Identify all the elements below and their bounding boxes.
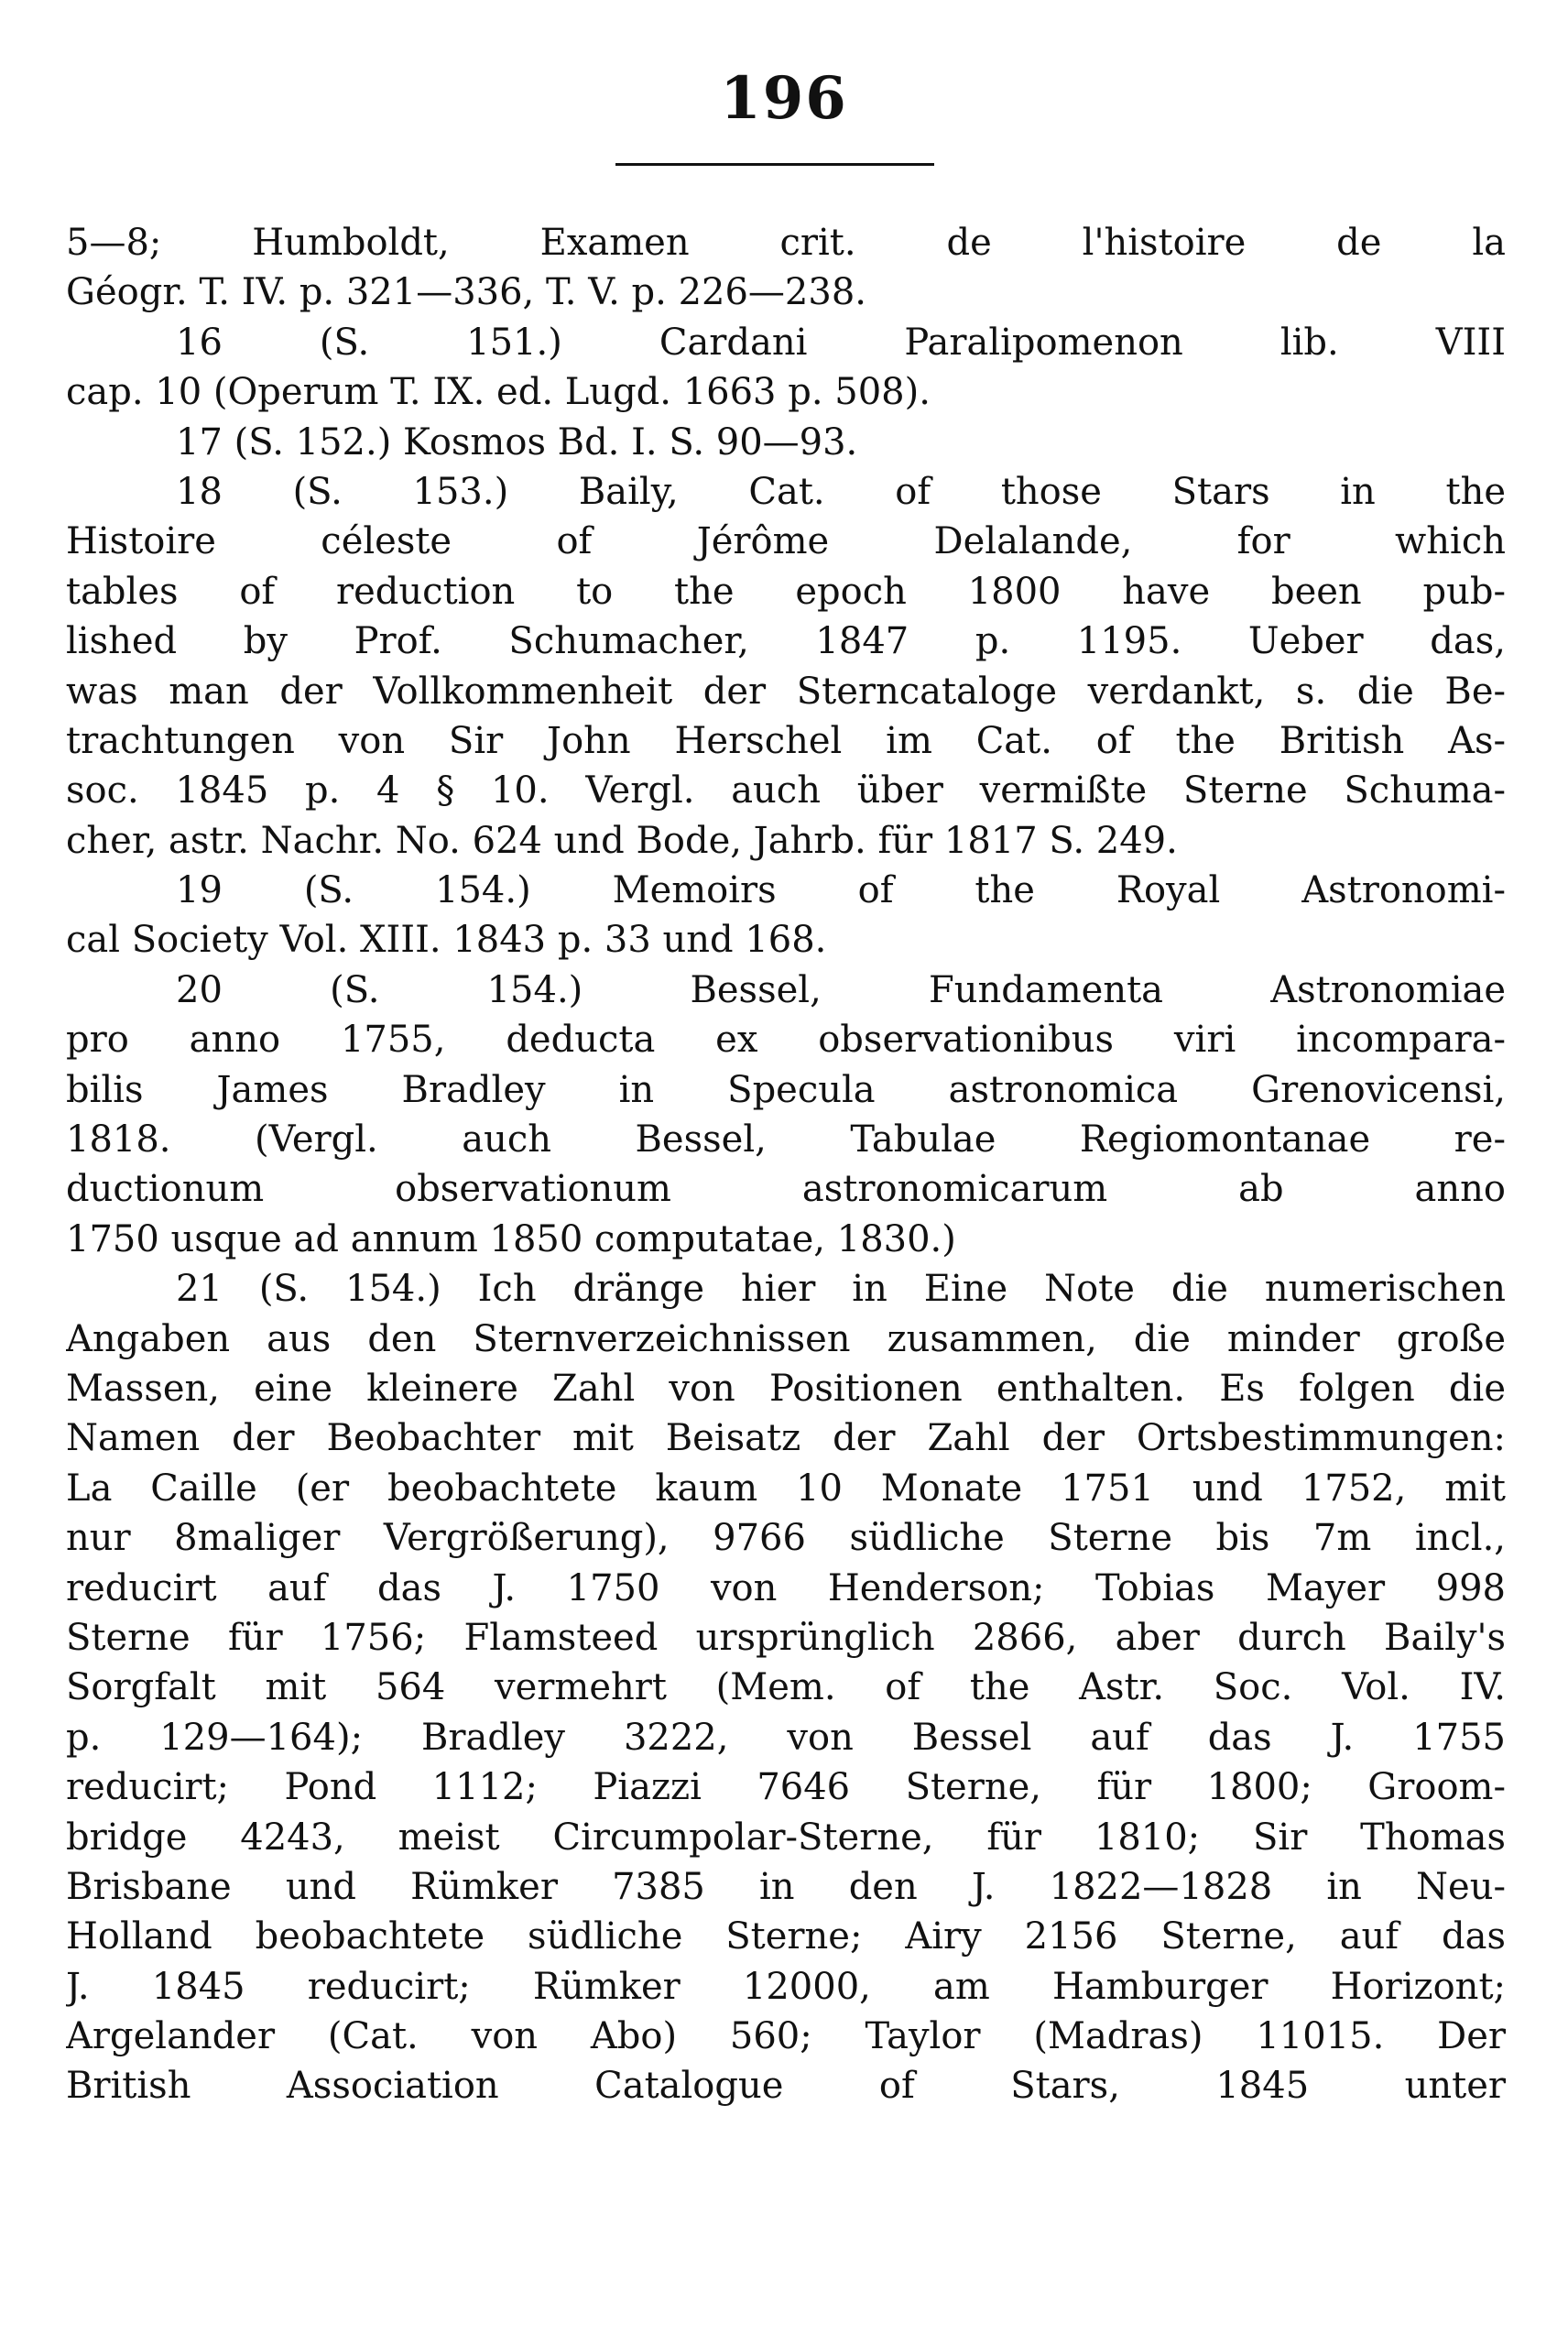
text-line: reducirt; Pond 1112; Piazzi 7646 Sterne, für 1800; Groom-: [66, 1766, 1506, 1809]
text-line: 1750 usque ad annum 1850 computatae, 1830.): [66, 1217, 956, 1260]
text-line: was man der Vollkommenheit der Sterncataloge verdankt, s. die Be-: [66, 670, 1506, 713]
footnote-16: 16 (S. 151.) Cardani Paralipomenon lib. VIII: [176, 321, 1506, 364]
text-line: La Caille (er beobachtete kaum 10 Monate 1751 und 1752, mit: [66, 1467, 1506, 1510]
text-line: Holland beobachtete südliche Sterne; Airy 2156 Sterne, auf das: [66, 1915, 1506, 1958]
text-line: Argelander (Cat. von Abo) 560; Taylor (Madras) 11015. Der: [66, 2015, 1506, 2058]
text-line: pro anno 1755, deducta ex observationibus viri incompara-: [66, 1019, 1506, 1062]
text-line: Massen, eine kleinere Zahl von Positionen enthalten. Es folgen die: [66, 1367, 1506, 1410]
text-line: p. 129—164); Bradley 3222, von Bessel auf das J. 1755: [66, 1716, 1506, 1759]
text-line: 1818. (Vergl. auch Bessel, Tabulae Regiomontanae re-: [66, 1118, 1506, 1162]
text-line: Namen der Beobachter mit Beisatz der Zahl der Ortsbestimmungen:: [66, 1417, 1506, 1460]
footnote-17: 17 (S. 152.) Kosmos Bd. I. S. 90—93.: [176, 420, 858, 464]
page-number: 196: [720, 64, 848, 133]
text-line: soc. 1845 p. 4 § 10. Vergl. auch über vermißte Sterne Schuma-: [66, 769, 1506, 813]
footnote-18: 18 (S. 153.) Baily, Cat. of those Stars in the: [176, 470, 1506, 513]
footnote-21: 21 (S. 154.) Ich dränge hier in Eine Note die numerischen: [176, 1268, 1506, 1311]
text-line: J. 1845 reducirt; Rümker 12000, am Hamburger Horizont;: [66, 1965, 1506, 2008]
text-line: cher, astr. Nachr. No. 624 und Bode, Jahrb. für 1817 S. 249.: [66, 819, 1178, 862]
header-rule: [615, 163, 934, 166]
footnote-20: 20 (S. 154.) Bessel, Fundamenta Astronomiae: [176, 968, 1506, 1011]
text-line: cal Society Vol. XIII. 1843 p. 33 und 168.: [66, 919, 827, 962]
text-line: trachtungen von Sir John Herschel im Cat. of the British As-: [66, 719, 1506, 762]
text-line: Géogr. T. IV. p. 321—336, T. V. p. 226—238.: [66, 271, 866, 314]
text-line: Sterne für 1756; Flamsteed ursprünglich 2866, aber durch Baily's: [66, 1616, 1506, 1659]
text-line: Angaben aus den Sternverzeichnissen zusammen, die minder große: [66, 1317, 1506, 1360]
text-line: ductionum observationum astronomicarum ab anno: [66, 1168, 1506, 1211]
text-line: British Association Catalogue of Stars, 1845 unter: [66, 2065, 1506, 2108]
text-line: nur 8maliger Vergrößerung), 9766 südliche Sterne bis 7m incl.,: [66, 1517, 1506, 1560]
text-line: lished by Prof. Schumacher, 1847 p. 1195. Ueber das,: [66, 620, 1506, 663]
text-line: bridge 4243, meist Circumpolar-Sterne, für 1810; Sir Thomas: [66, 1816, 1506, 1859]
text-line: Brisbane und Rümker 7385 in den J. 1822—1828 in Neu-: [66, 1865, 1506, 1908]
text-line: bilis James Bradley in Specula astronomica Grenovicensi,: [66, 1068, 1506, 1111]
footnote-19: 19 (S. 154.) Memoirs of the Royal Astronomi-: [176, 869, 1506, 912]
footnotes-text: [66, 218, 1506, 2111]
text-line: reducirt auf das J. 1750 von Henderson; Tobias Mayer 998: [66, 1566, 1506, 1609]
text-line: tables of reduction to the epoch 1800 have been pub-: [66, 570, 1506, 613]
text-line: cap. 10 (Operum T. IX. ed. Lugd. 1663 p. 508).: [66, 371, 931, 414]
text-line: 5—8; Humboldt, Examen crit. de l'histoire de la: [66, 222, 1506, 264]
text-line: Sorgfalt mit 564 vermehrt (Mem. of the Astr. Soc. Vol. IV.: [66, 1666, 1506, 1709]
text-line: Histoire céleste of Jérôme Delalande, for which: [66, 520, 1506, 563]
